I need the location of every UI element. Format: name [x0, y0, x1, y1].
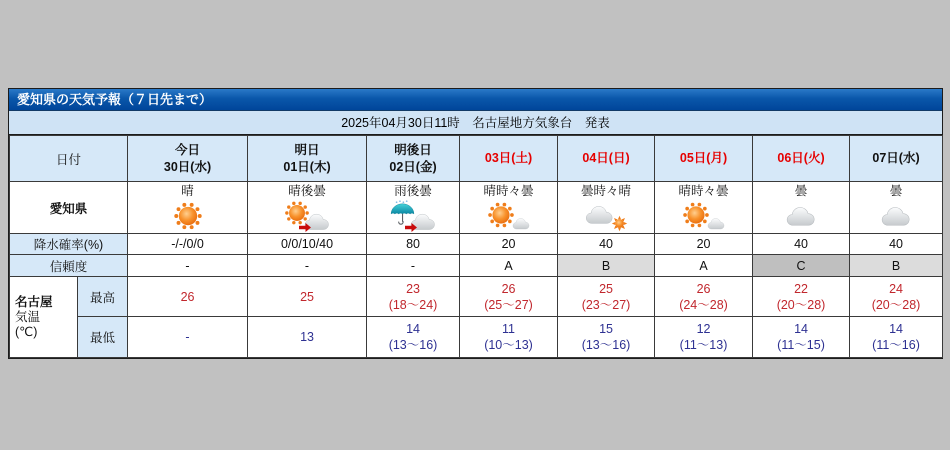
min-03: 11 (10〜13)	[460, 317, 558, 358]
day-name: 明日	[294, 142, 320, 157]
reliability-06: C	[753, 255, 850, 277]
weather-cell-tomorrow	[248, 182, 367, 234]
day-date: 30日(水)	[163, 159, 212, 174]
day-date: 02日(金)	[389, 159, 437, 174]
day-date: 01日(木)	[283, 159, 331, 174]
temp-word: 気温	[15, 309, 41, 324]
weather-cell-04	[558, 182, 655, 234]
min-label: 最低	[78, 317, 128, 358]
max-label: 最高	[78, 277, 128, 317]
sun-icon	[487, 201, 515, 229]
cloud-small-icon	[512, 217, 531, 230]
weather-text: 晴時々曇	[678, 184, 729, 198]
reliability-day-after: -	[367, 255, 460, 277]
precip-day-after: 80	[367, 234, 460, 255]
temp-unit: (℃)	[15, 324, 38, 339]
min-04: 15 (13〜16)	[558, 317, 655, 358]
sun-icon	[173, 201, 203, 231]
date-cell-today	[128, 136, 248, 182]
city-name: 名古屋	[15, 294, 53, 309]
weather-cell-06	[753, 182, 850, 234]
min-tomorrow: 13	[248, 317, 367, 358]
weather-text: 雨後曇	[394, 184, 432, 198]
min-07: 14 (11〜16)	[850, 317, 943, 358]
weather-row	[10, 182, 943, 234]
weather-text: 曇	[794, 184, 808, 198]
date-header-row	[10, 136, 943, 182]
day-name: 今日	[175, 142, 201, 157]
min-temp-row	[10, 317, 943, 358]
min-05: 12 (11〜13)	[655, 317, 753, 358]
weather-cell-03	[460, 182, 558, 234]
sun-icon	[682, 201, 710, 229]
forecast-table	[9, 135, 943, 358]
day-name: 明後日	[394, 142, 432, 157]
max-tomorrow: 25	[248, 277, 367, 317]
precip-04: 40	[558, 234, 655, 255]
weather-text: 晴時々曇	[483, 184, 534, 198]
weather-text: 曇時々晴	[581, 184, 632, 198]
region-label: 愛知県	[10, 182, 128, 234]
precip-tomorrow: 0/0/10/40	[248, 234, 367, 255]
forecast-panel	[8, 88, 943, 359]
weather-cell-05	[655, 182, 753, 234]
reliability-07: B	[850, 255, 943, 277]
date-cell-07: 07日(水)	[850, 136, 943, 182]
weather-cell-day-after	[367, 182, 460, 234]
min-06: 14 (11〜15)	[753, 317, 850, 358]
precip-row	[10, 234, 943, 255]
min-day-after: 14 (13〜16)	[367, 317, 460, 358]
max-04: 25 (23〜27)	[558, 277, 655, 317]
max-06: 22 (20〜28)	[753, 277, 850, 317]
precip-today: -/-/0/0	[128, 234, 248, 255]
date-cell-03: 03日(土)	[460, 136, 558, 182]
precip-03: 20	[460, 234, 558, 255]
precip-06: 40	[753, 234, 850, 255]
reliability-today: -	[128, 255, 248, 277]
precip-07: 40	[850, 234, 943, 255]
arrow-right-icon	[405, 223, 417, 232]
date-cell-tomorrow	[248, 136, 367, 182]
max-temp-row	[10, 277, 943, 317]
min-today: -	[128, 317, 248, 358]
max-05: 26 (24〜28)	[655, 277, 753, 317]
max-07: 24 (20〜28)	[850, 277, 943, 317]
weather-cell-today	[128, 182, 248, 234]
reliability-05: A	[655, 255, 753, 277]
weather-text: 晴	[181, 184, 194, 198]
max-03: 26 (25〜27)	[460, 277, 558, 317]
page-title: 愛知県の天気予報（７日先まで）	[9, 89, 942, 111]
reliability-row	[10, 255, 943, 277]
date-label: 日付	[10, 136, 128, 182]
weather-text: 曇	[889, 184, 903, 198]
cloud-small-icon	[707, 217, 726, 230]
date-cell-06: 06日(火)	[753, 136, 850, 182]
cloud-icon	[786, 205, 817, 227]
precip-label: 降水確率(%)	[10, 234, 128, 255]
sun-small-icon	[611, 215, 628, 232]
date-cell-04: 04日(日)	[558, 136, 655, 182]
reliability-04: B	[558, 255, 655, 277]
date-cell-05: 05日(月)	[655, 136, 753, 182]
max-today: 26	[128, 277, 248, 317]
weather-cell-07	[850, 182, 943, 234]
issued-statement: 2025年04月30日11時 名古屋地方気象台 発表	[9, 111, 942, 135]
city-temp-label	[10, 277, 78, 358]
max-day-after: 23 (18〜24)	[367, 277, 460, 317]
date-cell-day-after	[367, 136, 460, 182]
reliability-label: 信頼度	[10, 255, 128, 277]
reliability-03: A	[460, 255, 558, 277]
arrow-right-icon	[299, 223, 311, 232]
weather-text: 晴後曇	[288, 184, 326, 198]
reliability-tomorrow: -	[248, 255, 367, 277]
cloud-icon	[881, 205, 912, 227]
precip-05: 20	[655, 234, 753, 255]
